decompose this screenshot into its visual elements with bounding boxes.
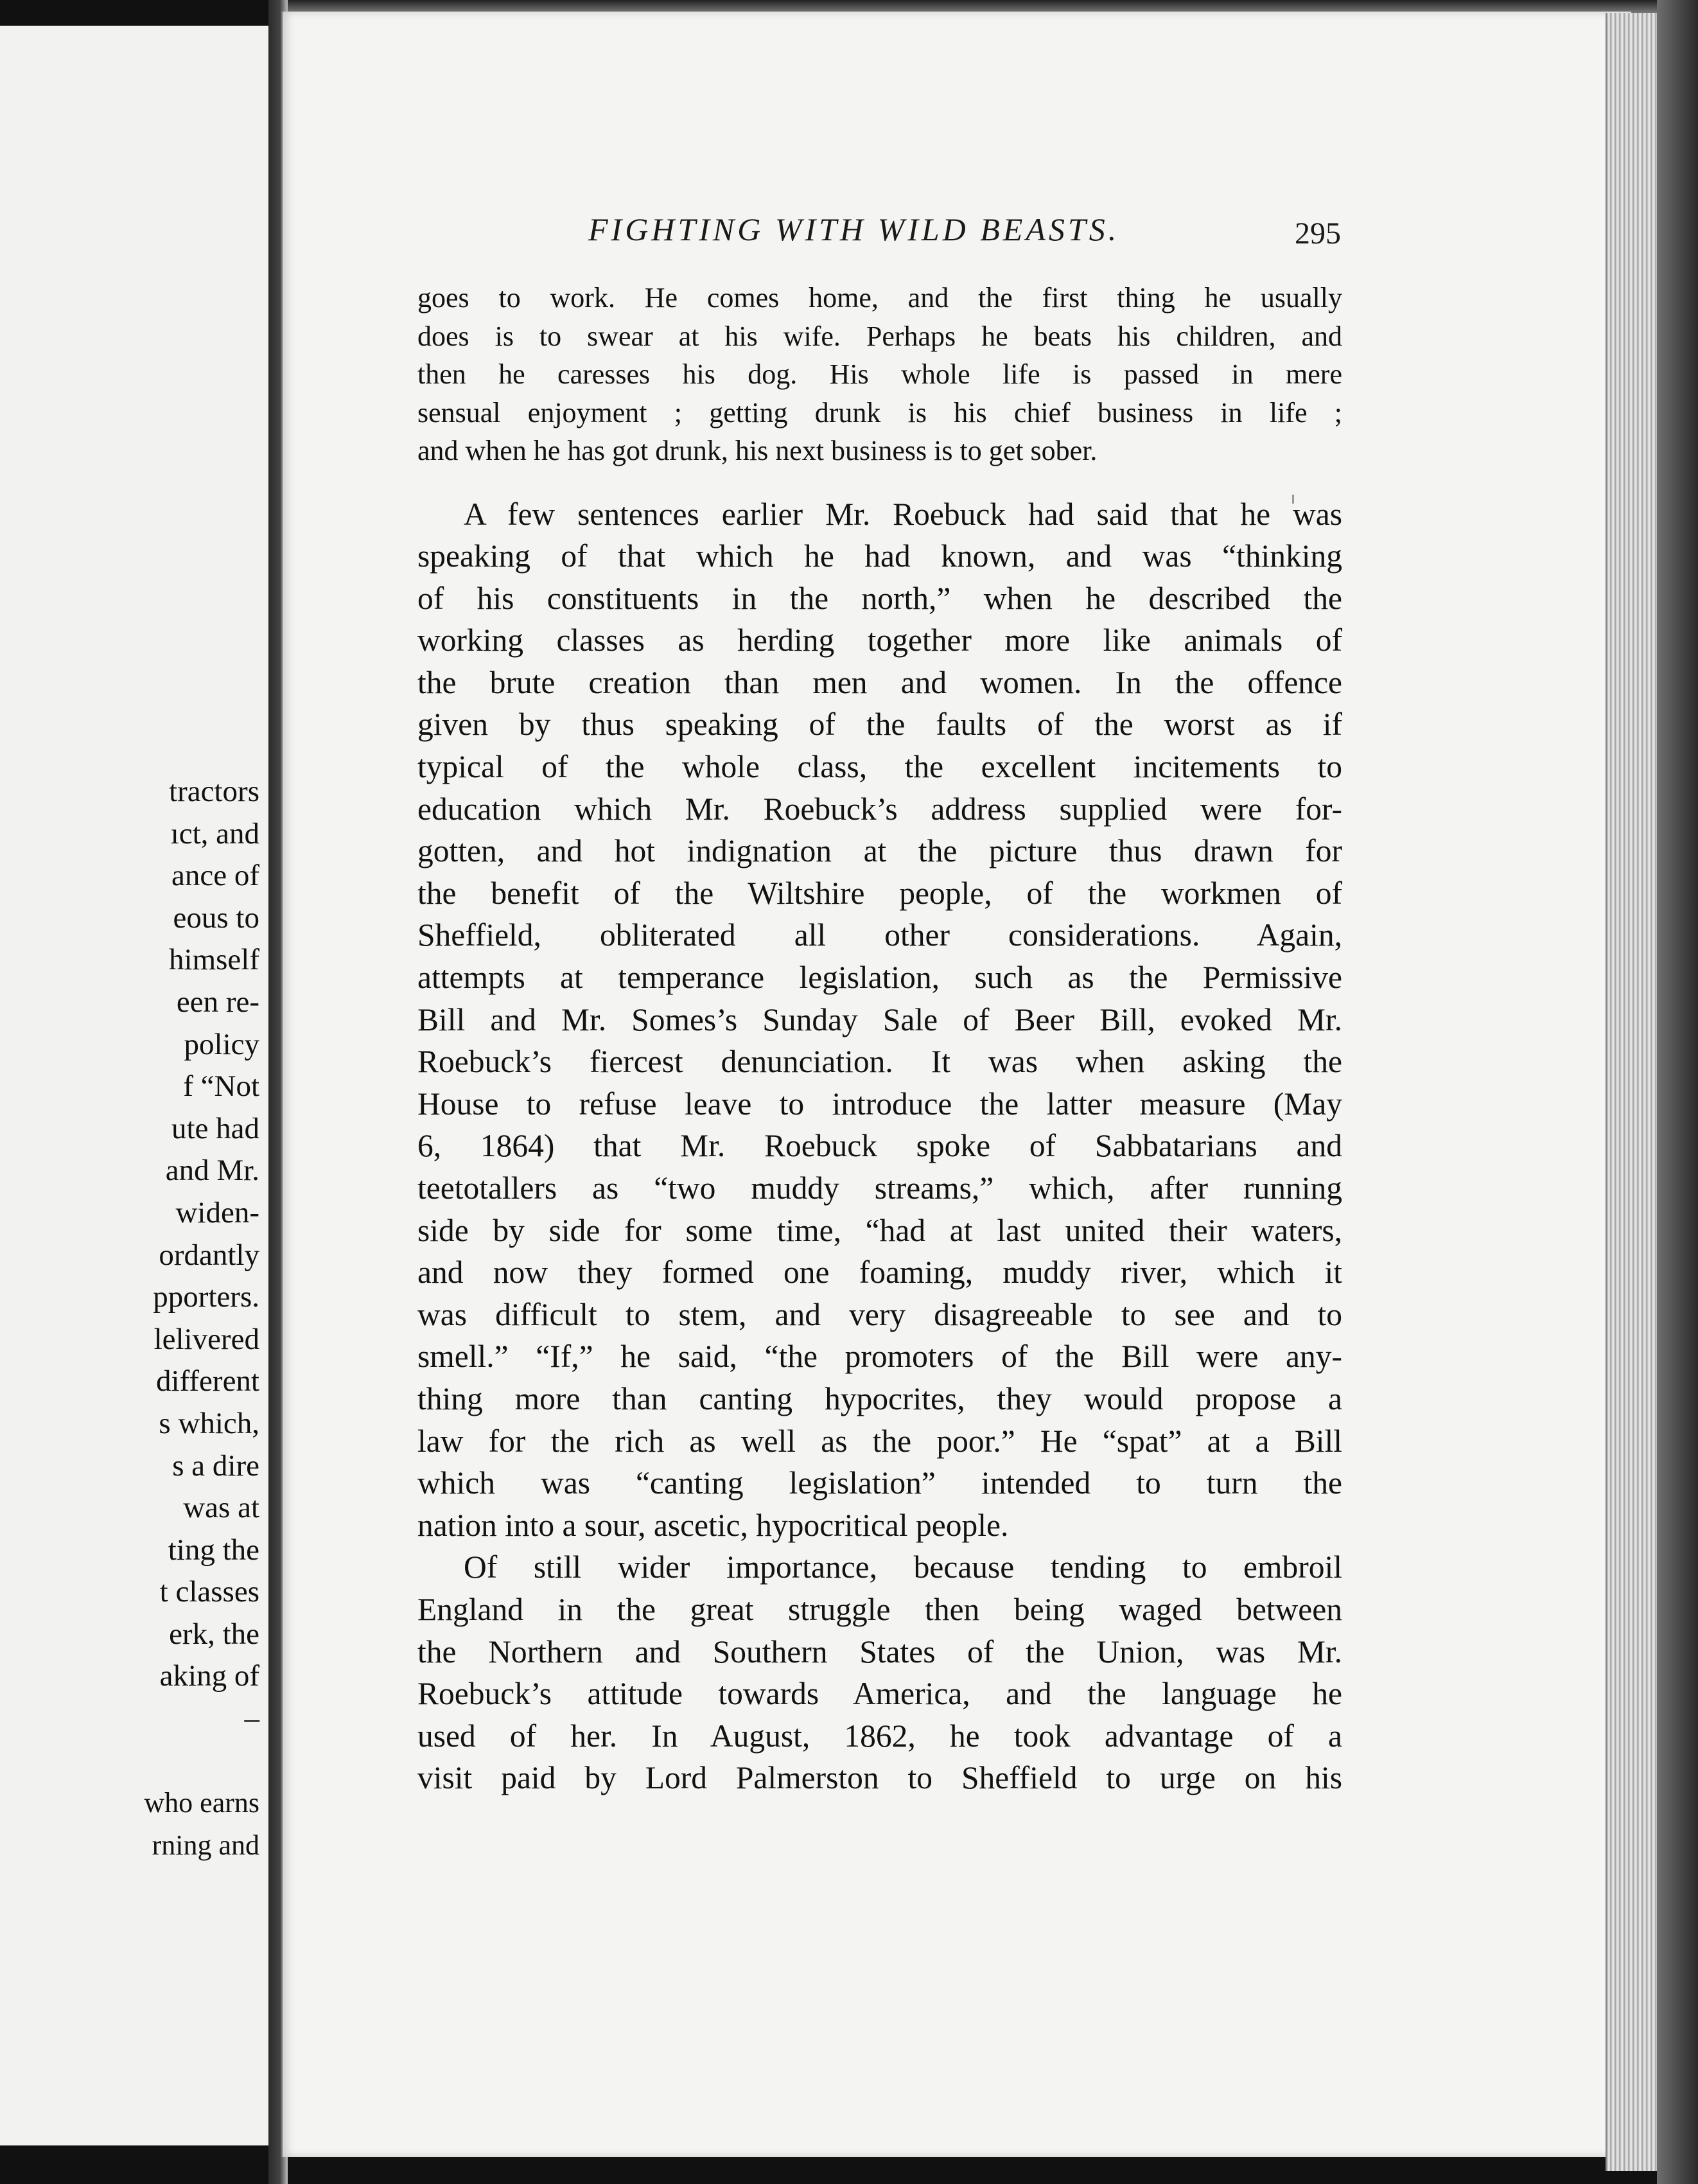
left-page-line: tractors [169,775,259,808]
paragraph-line: England in the great struggle then being waged between [417,1591,1342,1627]
left-page-line: ting the [168,1533,259,1567]
paragraph-line: used of her. In August, 1862, he took advantage of a [417,1718,1342,1754]
paragraph-line: attempts at temperance legislation, such as the Permissive [417,960,1342,996]
left-page-line: and Mr. [165,1154,259,1188]
paragraph-line: smell.” “If,” he said, “the promoters of the Bill were any- [417,1339,1342,1375]
left-page [0,26,270,2145]
left-page-line: een re- [176,985,259,1019]
paragraph-line: Roebuck’s fiercest denunciation. It was when asking the [417,1044,1342,1080]
page-number: 295 [1295,216,1341,251]
left-page-line: rning and [152,1829,259,1861]
left-page-line: – [244,1702,259,1736]
left-page-line: who earns [144,1787,259,1819]
quote-line: does is to swear at his wife. Perhaps he beats his children, and [417,320,1342,352]
paragraph-1 [417,493,1342,1547]
quoted-passage [417,279,1342,470]
paragraph-line: Roebuck’s attitude towards America, and the language he [417,1676,1342,1712]
paragraph-line: given by thus speaking of the faults of the worst as if [417,707,1342,743]
paragraph-line: the benefit of the Wiltshire people, of the workmen of [417,875,1342,911]
left-page-line: ordantly [159,1238,259,1272]
left-page-line: was at [183,1491,259,1525]
paragraph-line: A few sentences earlier Mr. Roebuck had said that he was [464,496,1342,532]
paragraph-line: visit paid by Lord Palmerston to Sheffield to urge on his [417,1760,1342,1796]
paragraph-line: and now they formed one foaming, muddy river, which it [417,1255,1342,1290]
left-page-line: pporters. [153,1280,259,1314]
left-page-line: f “Not [183,1070,259,1104]
paragraph-line: House to refuse leave to introduce the latter measure (May [417,1086,1342,1122]
left-page-line: t classes [159,1575,259,1609]
paragraph-line: of his constituents in the north,” when he described the [417,580,1342,616]
left-page-line: aking of [159,1659,259,1693]
paragraph-line: Bill and Mr. Somes’s Sunday Sale of Beer Bill, evoked Mr. [417,1001,1342,1037]
paragraph-line: working classes as herding together more like animals of [417,622,1342,658]
paragraph-line: speaking of that which he had known, and was “thinking [417,538,1342,574]
paragraph-line: teetotallers as “two muddy streams,” which, after running [417,1170,1342,1206]
paragraph-line: side by side for some time, “had at last united their waters, [417,1212,1342,1248]
left-page-line: policy [184,1027,259,1061]
paragraph-line: law for the rich as well as the poor.” He “spat” at a Bill [417,1423,1342,1459]
left-page-line: ıct, and [170,816,259,850]
paragraph-line: gotten, and hot indignation at the picture thus drawn for [417,833,1342,869]
paragraph-line: Sheffield, obliterated all other considerations. Again, [417,917,1342,953]
left-page-line: erk, the [169,1617,259,1651]
paragraph-line: typical of the whole class, the excellent incitements to [417,749,1342,785]
quote-line: and when he has got drunk, his next business is to get sober. [417,435,1098,466]
paragraph-2 [417,1546,1342,1799]
quote-line: sensual enjoyment ; getting drunk is his chief business in life ; [417,396,1342,428]
left-page-line: widen- [175,1195,259,1229]
running-head: FIGHTING WITH WILD BEASTS. [588,211,1120,247]
book-cover-edge [1657,0,1698,2184]
left-page-line: ance of [171,859,259,893]
paragraph-line: thing more than canting hypocrites, they would propose a [417,1380,1342,1416]
paragraph-line: 6, 1864) that Mr. Roebuck spoke of Sabbatarians and [417,1128,1342,1164]
paragraph-line: the Northern and Southern States of the Union, was Mr. [417,1634,1342,1669]
page-body [417,279,1342,1799]
left-page-text [0,771,259,1866]
paragraph-line: education which Mr. Roebuck’s address supplied were for- [417,791,1342,827]
paragraph-line: nation into a sour, ascetic, hypocritical people. [417,1507,1009,1543]
left-page-line: lelivered [153,1322,259,1356]
left-page-line [0,1740,259,1783]
paragraph-line: the brute creation than men and women. In the offence [417,664,1342,700]
paragraph-line: Of still wider importance, because tending to embroil [464,1549,1342,1585]
quote-line: then he caresses his dog. His whole life is passed in mere [417,358,1342,390]
left-page-line: himself [169,943,259,977]
left-page-line: s a dire [172,1449,259,1483]
left-page-line: ute had [171,1111,259,1145]
quote-line: goes to work. He comes home, and the first thing he usually [417,282,1342,313]
paragraph-line: was difficult to stem, and very disagreeable to see and to [417,1296,1342,1332]
left-page-line: s which, [159,1406,259,1440]
paragraph-line: which was “canting legislation” intended to turn the [417,1465,1342,1501]
left-page-line: different [156,1364,259,1398]
left-page-line: eous to [173,901,259,935]
